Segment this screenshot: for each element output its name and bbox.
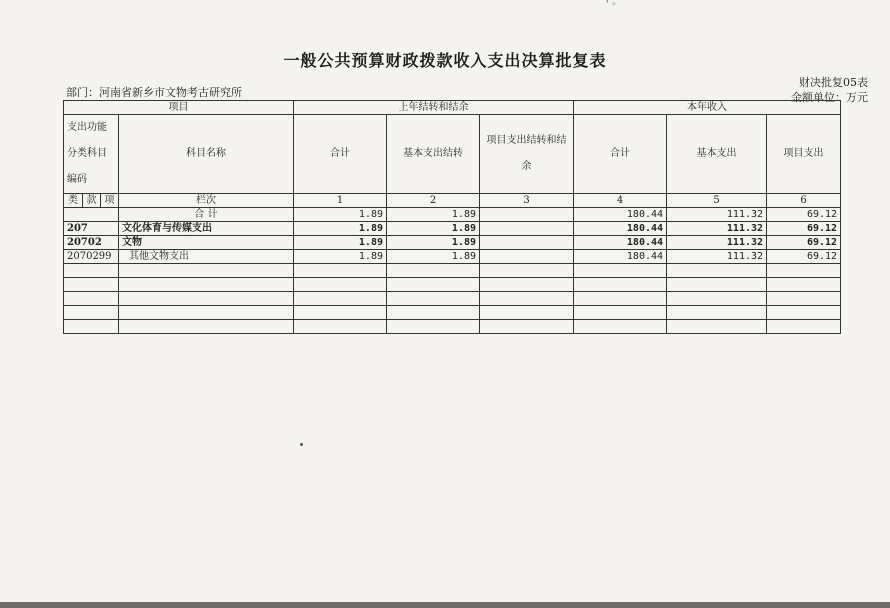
header-current-total: 合计	[574, 115, 667, 194]
empty-row	[64, 264, 841, 278]
header-current-project: 项目支出	[767, 115, 841, 194]
header-current-basic: 基本支出	[667, 115, 767, 194]
header-function-code: 支出功能分类科目编码	[64, 115, 119, 194]
header-prior-total: 合计	[294, 115, 387, 194]
row-code: 20702	[64, 236, 119, 250]
header-subject-name: 科目名称	[119, 115, 294, 194]
page-title: 一般公共预算财政拨款收入支出决算批复表	[283, 51, 607, 70]
total-prior-total: 1.89	[294, 208, 387, 222]
row-prior-total: 1.89	[294, 250, 387, 264]
row-current-project: 69.12	[767, 222, 841, 236]
col-num-5: 5	[667, 194, 767, 208]
empty-row	[64, 306, 841, 320]
row-current-total: 180.44	[574, 222, 667, 236]
col-num-4: 4	[574, 194, 667, 208]
row-current-total: 180.44	[574, 236, 667, 250]
empty-row	[64, 292, 841, 306]
col-num-1: 1	[294, 194, 387, 208]
header-prior-basic: 基本支出结转	[387, 115, 480, 194]
speck-mark	[300, 443, 303, 446]
empty-row	[64, 320, 841, 334]
row-prior-basic: 1.89	[387, 222, 480, 236]
row-prior-basic: 1.89	[387, 250, 480, 264]
row-name: 文物	[119, 236, 294, 250]
row-current-basic: 111.32	[667, 250, 767, 264]
header-current-income: 本年收入	[574, 101, 841, 115]
amount-unit: 金额单位：万元	[791, 91, 868, 104]
row-name: 其他文物支出	[119, 250, 294, 264]
total-current-project: 69.12	[767, 208, 841, 222]
row-prior-total: 1.89	[294, 236, 387, 250]
col-num-6: 6	[767, 194, 841, 208]
department-label: 部门：河南省新乡市文物考古研究所	[66, 86, 242, 99]
row-code: 2070299	[64, 250, 119, 264]
header-column-order: 栏次	[119, 194, 294, 208]
row-current-total: 180.44	[574, 250, 667, 264]
row-code: 207	[64, 222, 119, 236]
total-prior-project	[480, 208, 574, 222]
row-prior-project	[480, 236, 574, 250]
row-prior-project	[480, 222, 574, 236]
header-item: 项目	[64, 101, 294, 115]
row-prior-total: 1.89	[294, 222, 387, 236]
form-code: 财决批复05表	[799, 76, 868, 89]
row-name: 文化体育与传媒支出	[119, 222, 294, 236]
budget-table	[63, 100, 841, 334]
row-current-project: 69.12	[767, 236, 841, 250]
total-prior-basic: 1.89	[387, 208, 480, 222]
row-prior-basic: 1.89	[387, 236, 480, 250]
row-current-project: 69.12	[767, 250, 841, 264]
header-prior-project: 项目支出结转和结余	[480, 115, 574, 194]
scan-mark: ' ◦	[606, 0, 617, 10]
row-current-basic: 111.32	[667, 222, 767, 236]
header-prior-year: 上年结转和结余	[294, 101, 574, 115]
empty-row	[64, 278, 841, 292]
row-prior-project	[480, 250, 574, 264]
total-current-basic: 111.32	[667, 208, 767, 222]
header-lei: 类	[64, 194, 83, 208]
scan-edge	[0, 602, 890, 608]
total-label: 合 计	[119, 208, 294, 222]
col-num-3: 3	[480, 194, 574, 208]
header-xiang: 项	[101, 194, 119, 208]
row-current-basic: 111.32	[667, 236, 767, 250]
col-num-2: 2	[387, 194, 480, 208]
total-current-total: 180.44	[574, 208, 667, 222]
header-kuan: 款	[83, 194, 101, 208]
